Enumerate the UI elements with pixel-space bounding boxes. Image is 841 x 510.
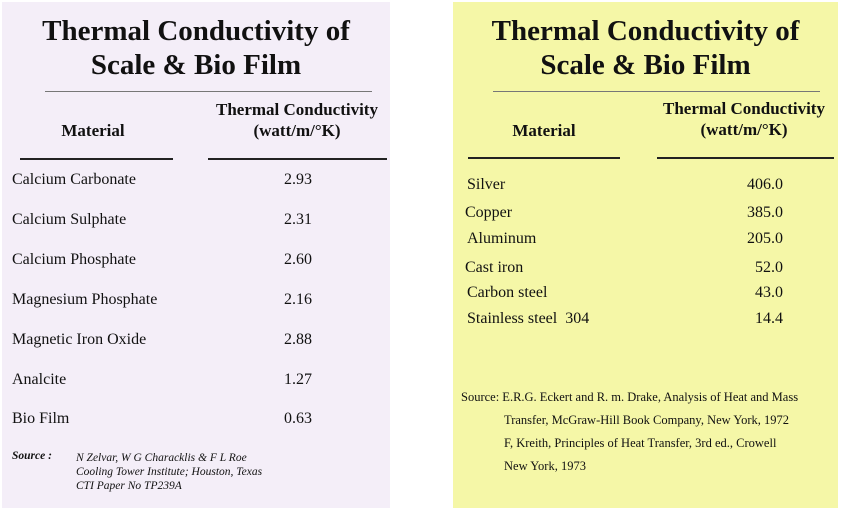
- table-row-material: Bio Film: [12, 410, 70, 427]
- source-line: Source: E.R.G. Eckert and R. m. Drake, Analysis of Heat and Mass: [461, 390, 799, 404]
- header-conductivity-line-2: (watt/m/°K): [700, 120, 788, 139]
- table-row-value: 385.0: [747, 204, 783, 221]
- title-line-1: Thermal Conductivity of: [491, 15, 800, 47]
- table-row-material: Copper: [465, 204, 513, 221]
- header-material: Material: [512, 121, 576, 140]
- table-row-material: Magnesium Phosphate: [12, 291, 158, 308]
- table-row-material: Calcium Sulphate: [12, 211, 127, 228]
- title-divider: [493, 91, 820, 92]
- header-conductivity-line-1: Thermal Conductivity: [216, 100, 378, 119]
- header-conductivity: [649, 98, 839, 140]
- scale-biofilm-conductivity-panel: [2, 2, 390, 508]
- header-conductivity-line-1: Thermal Conductivity: [663, 99, 825, 118]
- panel-title: [2, 14, 390, 82]
- table-row-material: Carbon steel: [467, 284, 548, 301]
- table-row-material: Magnetic Iron Oxide: [12, 331, 147, 348]
- table-row-value: 1.27: [284, 371, 312, 388]
- table-row-value: 52.0: [755, 259, 783, 276]
- table-row-value: 2.16: [284, 291, 312, 308]
- table-row-material: Aluminum: [467, 230, 537, 247]
- table-row-material: Silver: [467, 176, 506, 193]
- header-material-rule: [468, 157, 620, 159]
- header-material: Material: [61, 121, 125, 140]
- metal-conductivity-panel: [453, 2, 838, 508]
- header-conductivity: [202, 99, 392, 141]
- source-line: New York, 1973: [504, 459, 586, 473]
- header-conductivity-rule: [208, 158, 387, 160]
- title-line-2: Scale & Bio Film: [540, 49, 751, 81]
- table-row-material: Cast iron: [465, 259, 524, 276]
- table-row-value: 205.0: [747, 230, 783, 247]
- table-row-value: 406.0: [747, 176, 783, 193]
- title-line-1: Thermal Conductivity of: [42, 15, 350, 47]
- table-row-value: 2.93: [284, 171, 312, 188]
- header-conductivity-line-2: (watt/m/°K): [253, 121, 341, 140]
- source-line: N Zelvar, W G Characklis & F L Roe: [76, 452, 247, 464]
- title-line-2: Scale & Bio Film: [90, 49, 302, 81]
- title-divider: [45, 91, 372, 92]
- panel-title: [453, 14, 838, 82]
- header-conductivity-rule: [657, 157, 834, 159]
- table-row-value: 2.31: [284, 211, 312, 228]
- table-row-material: Analcite: [12, 371, 67, 388]
- source-line: Cooling Tower Institute; Houston, Texas: [76, 466, 263, 478]
- table-row-material: Calcium Carbonate: [12, 171, 136, 188]
- source-line: CTI Paper No TP239A: [76, 480, 182, 492]
- table-row-value: 14.4: [755, 310, 783, 327]
- table-row-value: 0.63: [284, 410, 312, 427]
- header-material-rule: [20, 158, 173, 160]
- table-row-value: 43.0: [755, 284, 783, 301]
- table-row-material: Calcium Phosphate: [12, 251, 136, 268]
- table-row-value: 2.88: [284, 331, 312, 348]
- table-row-value: 2.60: [284, 251, 312, 268]
- source-line: Transfer, McGraw-Hill Book Company, New York, 1972: [504, 413, 790, 427]
- source-label: Source :: [12, 450, 52, 462]
- table-row-material: Stainless steel 304: [467, 310, 590, 327]
- source-citation: [76, 451, 262, 493]
- source-line: F, Kreith, Principles of Heat Transfer, 3rd ed., Crowell: [504, 436, 777, 450]
